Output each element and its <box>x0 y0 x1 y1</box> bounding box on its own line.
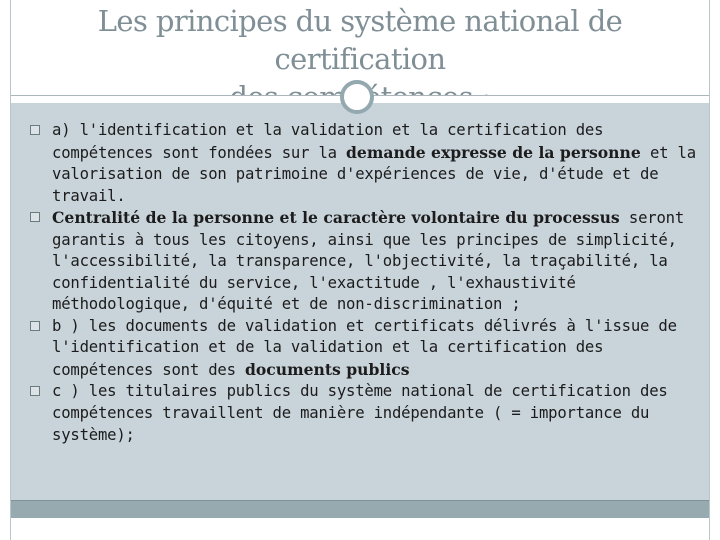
item-emphasis: demande expresse de la personne <box>346 142 641 162</box>
square-bullet-icon <box>30 212 40 222</box>
list-item-text <box>52 121 696 205</box>
item-text-part: et la valorisation de son patrimoine d'expériences de vie, d'étude et de travail. <box>52 143 696 205</box>
footer-bar <box>11 500 709 518</box>
item-text-part: b ) les documents de validation et certificats délivrés à l'issue de l'identification et de la validation et la certification des compétences sont des <box>52 316 677 379</box>
decorative-ring-icon <box>340 80 374 114</box>
list-item <box>30 316 698 382</box>
list-item-text <box>52 382 668 444</box>
title-line-1: Les principes du système national de certification <box>97 4 623 76</box>
list-item-text <box>52 317 677 379</box>
list-item <box>30 381 698 447</box>
item-text-part: c ) les titulaires publics du système national de certification des compétences travaillent de manière indépendante ( = importance du système); <box>52 382 668 444</box>
item-text-part: a) l'identification et la validation et la certification des compétences sont fondées sur la <box>52 121 604 162</box>
principles-list <box>30 120 698 447</box>
list-item-text <box>52 209 684 313</box>
square-bullet-icon <box>30 321 40 331</box>
item-emphasis: documents publics <box>244 359 410 379</box>
item-emphasis: Centralité de la personne et le caractère volontaire du processus <box>52 208 620 227</box>
list-item <box>30 120 698 207</box>
square-bullet-icon <box>30 386 40 396</box>
list-item <box>30 207 698 316</box>
square-bullet-icon <box>30 125 40 135</box>
frame-right-line <box>709 0 710 540</box>
item-text-part: seront garantis à tous les citoyens, ainsi que les principes de simplicité, l'accessibilité, la transparence, l'objectivité, la traçabilité, la confidentialité du service, l'exactitude , l'exhaustivité méthodologique, d'équité et de non-discrimination ; <box>52 209 685 313</box>
